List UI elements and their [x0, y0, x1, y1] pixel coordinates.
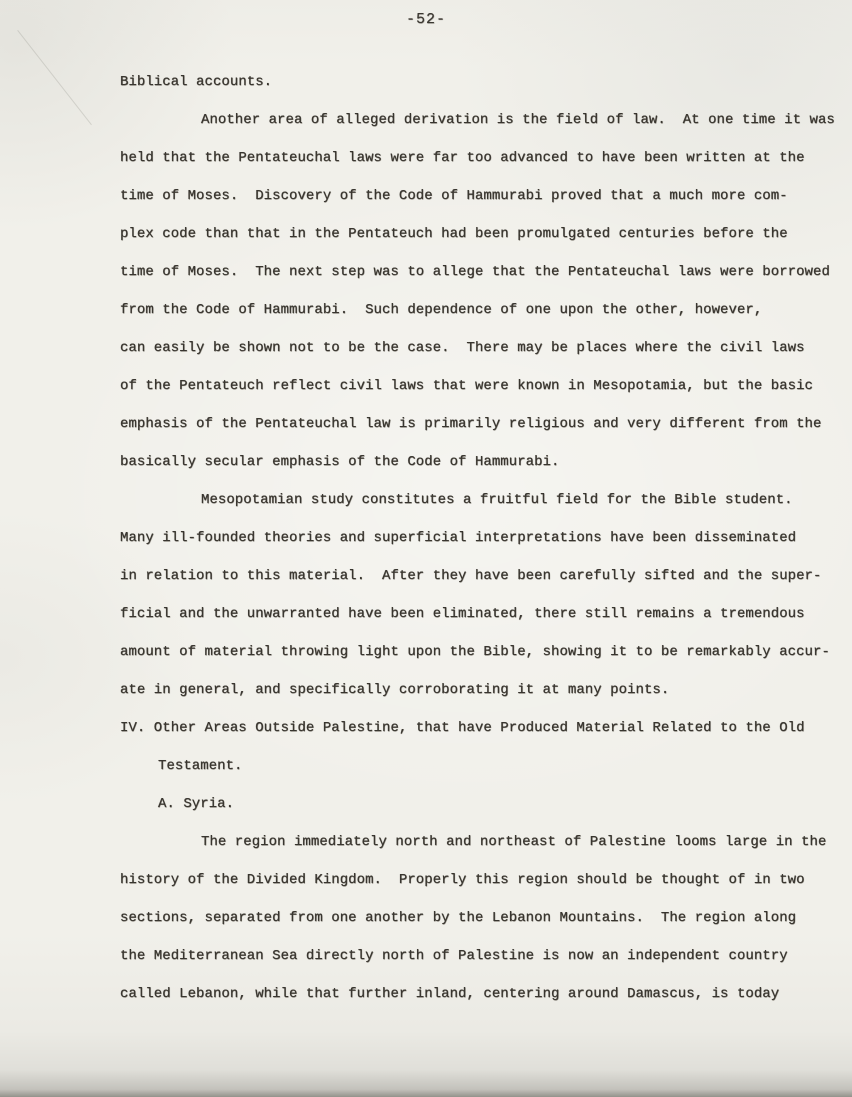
text-line: IV. Other Areas Outside Palestine, that have Produced Material Related to the Old	[120, 720, 805, 736]
text-line: can easily be shown not to be the case. There may be places where the civil laws	[120, 340, 805, 356]
text-line: basically secular emphasis of the Code of Hammurabi.	[120, 454, 560, 470]
text-line: Another area of alleged derivation is the field of law. At one time it was	[201, 112, 835, 128]
text-line: history of the Divided Kingdom. Properly this region should be thought of in two	[120, 872, 805, 888]
text-line: ficial and the unwarranted have been eliminated, there still remains a tremendous	[120, 606, 805, 622]
text-line: plex code than that in the Pentateuch had been promulgated centuries before the	[120, 226, 788, 242]
text-line: Biblical accounts.	[120, 74, 273, 90]
text-line: time of Moses. Discovery of the Code of Hammurabi proved that a much more com-	[120, 188, 788, 204]
text-line: A. Syria.	[158, 796, 235, 812]
text-line: sections, separated from one another by the Lebanon Mountains. The region along	[120, 910, 797, 926]
text-line: in relation to this material. After they have been carefully sifted and the super-	[120, 568, 822, 584]
text-line: of the Pentateuch reflect civil laws that were known in Mesopotamia, but the basic	[120, 378, 814, 394]
text-line: The region immediately north and northeast of Palestine looms large in the	[201, 834, 827, 850]
page-number: -52-	[405, 11, 446, 28]
text-line: Testament.	[158, 758, 243, 774]
text-line: amount of material throwing light upon the Bible, showing it to be remarkably accur-	[120, 644, 830, 660]
text-line: called Lebanon, while that further inland, centering around Damascus, is today	[120, 986, 780, 1002]
text-line: Many ill-founded theories and superficial interpretations have been disseminated	[120, 530, 797, 546]
text-line: time of Moses. The next step was to allege that the Pentateuchal laws were borrowed	[120, 264, 830, 280]
text-line: the Mediterranean Sea directly north of Palestine is now an independent country	[120, 948, 788, 964]
text-line: from the Code of Hammurabi. Such dependence of one upon the other, however,	[120, 302, 763, 318]
text-line: held that the Pentateuchal laws were far too advanced to have been written at the	[120, 150, 805, 166]
page-corner-crease	[17, 30, 92, 125]
document-text	[120, 63, 836, 1013]
text-line: Mesopotamian study constitutes a fruitful field for the Bible student.	[201, 492, 793, 508]
text-line: ate in general, and specifically corroborating it at many points.	[120, 682, 670, 698]
text-line: emphasis of the Pentateuchal law is primarily religious and very different from the	[120, 416, 822, 432]
